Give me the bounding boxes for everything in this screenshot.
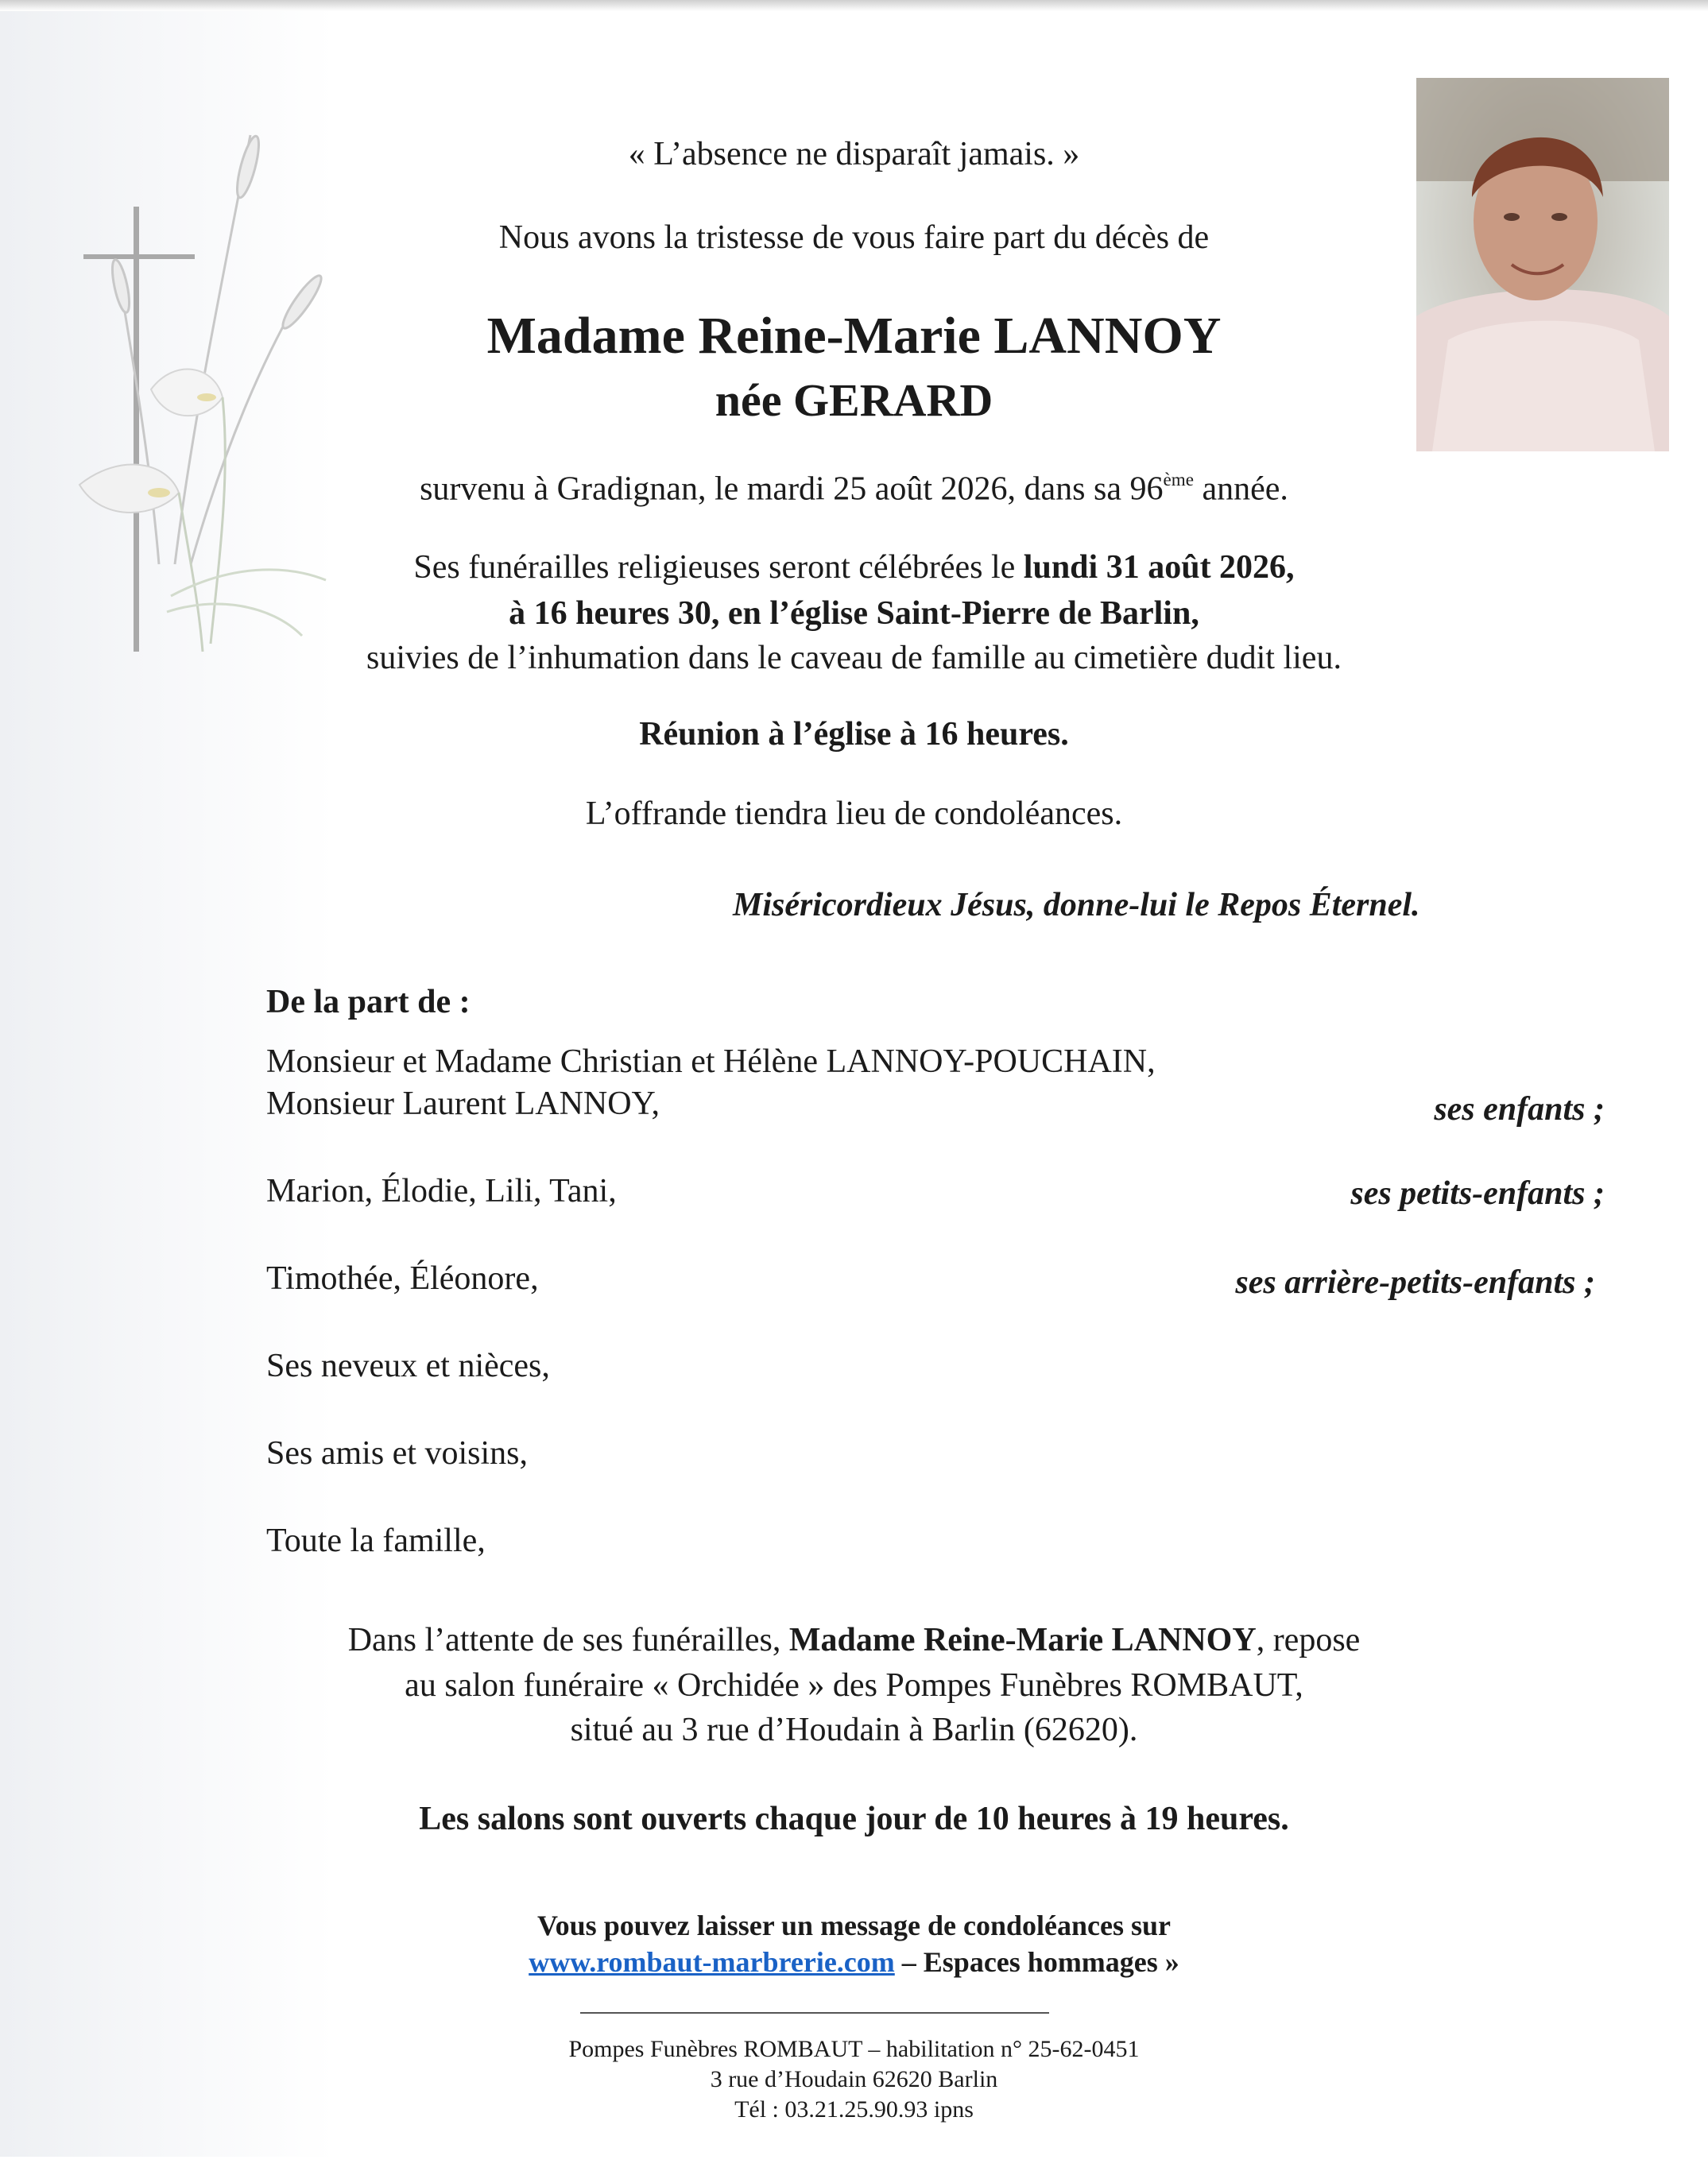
- family-heading: De la part de :: [266, 984, 471, 1020]
- condolences-website-link[interactable]: www.rombaut-marbrerie.com: [529, 1946, 895, 1978]
- funeral-line-1: [0, 548, 1708, 586]
- ordinal-superscript: ème: [1163, 469, 1194, 490]
- family-entry-names: Ses neveux et nièces,: [266, 1348, 550, 1384]
- salon-hours: Les salons sont ouverts chaque jour de 10 heures à 19 heures.: [419, 1801, 1289, 1837]
- footer-company: Pompes Funèbres ROMBAUT – habilitation n° 25-62-0451: [568, 2036, 1140, 2062]
- death-details-text: survenu à Gradignan, le mardi 25 août 2026, dans sa 96: [420, 470, 1164, 508]
- footer-address: 3 rue d’Houdain 62620 Barlin: [710, 2066, 998, 2092]
- resting-name: Madame Reine-Marie LANNOY: [788, 1622, 1257, 1658]
- announcement-text: Nous avons la tristesse de vous faire part du décès de: [498, 219, 1210, 256]
- page-top-edge: [0, 0, 1708, 11]
- footer-phone: Tél : 03.21.25.90.93 ipns: [734, 2096, 974, 2123]
- condolences-line-2: [0, 1945, 1708, 1979]
- death-details-suffix: année.: [1193, 470, 1288, 508]
- resting-line-3: situé au 3 rue d’Houdain à Barlin (62620).: [570, 1712, 1138, 1748]
- funeral-line-2: à 16 heures 30, en l’église Saint-Pierre de Barlin,: [509, 595, 1199, 632]
- funeral-intro: Ses funérailles religieuses seront célébrées le: [413, 549, 1024, 586]
- meeting-notice: Réunion à l’église à 16 heures.: [639, 716, 1069, 753]
- maiden-name: née GERARD: [715, 374, 993, 426]
- family-entry-relation: ses arrière-petits-enfants ;: [1235, 1264, 1595, 1301]
- prayer-text: Miséricordieux Jésus, donne-lui le Repos Éternel.: [733, 887, 1420, 923]
- resting-intro: Dans l’attente de ses funérailles,: [347, 1622, 789, 1658]
- opening-quote: « L’absence ne disparaît jamais. »: [628, 136, 1080, 172]
- funeral-date: lundi 31 août 2026,: [1023, 549, 1295, 586]
- footer-divider: [580, 2012, 1049, 2014]
- offering-notice: L’offrande tiendra lieu de condoléances.: [585, 795, 1123, 832]
- death-details: [0, 469, 1708, 508]
- family-entry-names: Timothée, Éléonore,: [266, 1260, 539, 1297]
- family-entry-names: Toute la famille,: [266, 1523, 486, 1559]
- funeral-line-3: suivies de l’inhumation dans le caveau de famille au cimetière dudit lieu.: [366, 640, 1342, 676]
- resting-verb: , repose: [1256, 1622, 1361, 1658]
- resting-line-1: [0, 1621, 1708, 1659]
- family-entry-names: Marion, Élodie, Lili, Tani,: [266, 1173, 617, 1209]
- resting-line-2: au salon funéraire « Orchidée » des Pompes Funèbres ROMBAUT,: [405, 1667, 1303, 1704]
- family-entry-relation: ses enfants ;: [1434, 1091, 1605, 1128]
- family-entry-relation: ses petits-enfants ;: [1350, 1175, 1605, 1212]
- deceased-name: Madame Reine-Marie LANNOY: [486, 307, 1222, 365]
- family-entry-names: Monsieur Laurent LANNOY,: [266, 1086, 660, 1122]
- condolences-suffix: – Espaces hommages »: [894, 1946, 1179, 1978]
- condolences-line-1: Vous pouvez laisser un message de condoléances sur: [536, 1910, 1172, 1941]
- family-entry-names: Ses amis et voisins,: [266, 1435, 529, 1472]
- family-entry-names: Monsieur et Madame Christian et Hélène LANNOY-POUCHAIN,: [266, 1043, 1156, 1080]
